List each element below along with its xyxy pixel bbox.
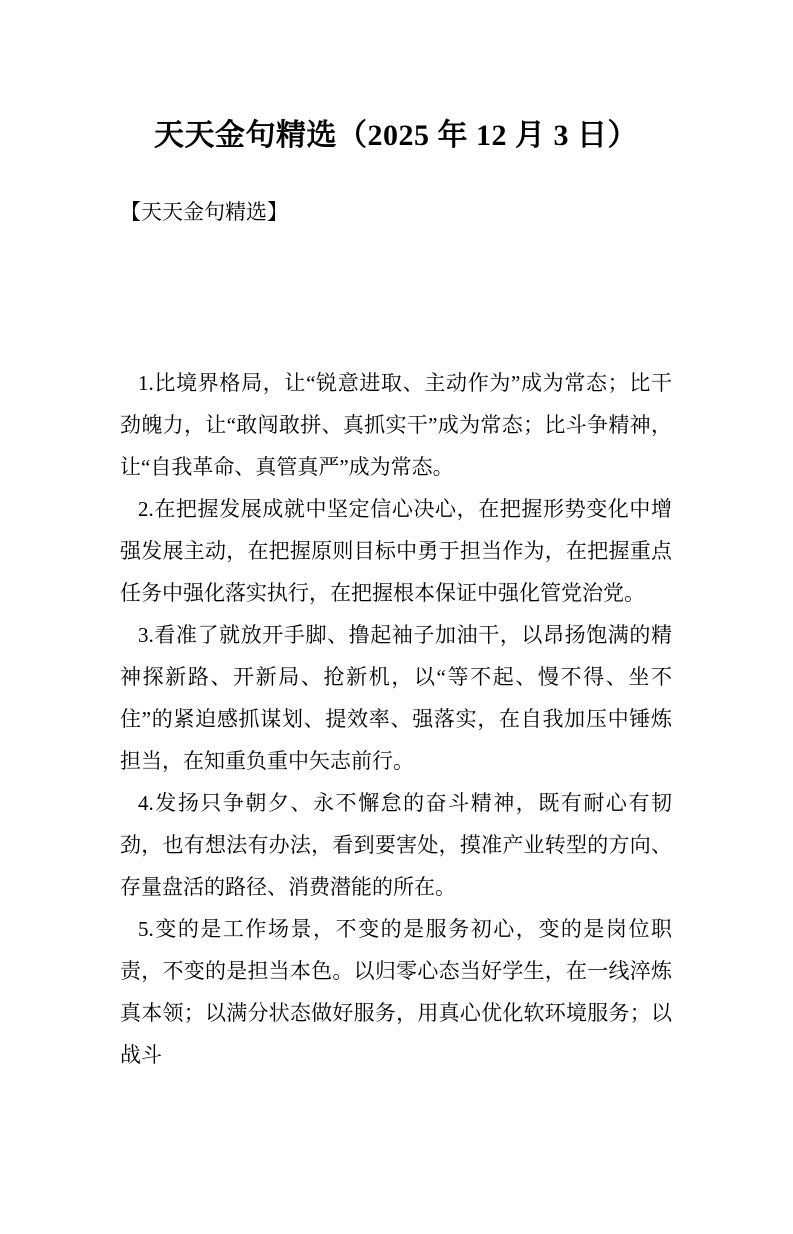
document-body [120, 362, 672, 1076]
paragraph-1: 1.比境界格局，让“锐意进取、主动作为”成为常态；比干劲魄力，让“敢闯敢拼、真抓实干”成为常态；比斗争精神，让“自我革命、真管真严”成为常态。 [120, 371, 672, 479]
document-page [0, 112, 793, 1234]
section-tag: 【天天金句精选】 [120, 200, 288, 224]
paragraph-3: 3.看准了就放开手脚、撸起袖子加油干，以昂扬饱满的精神探新路、开新局、抢新机，以“等不起、慢不得、坐不住”的紧迫感抓谋划、提效率、强落实，在自我加压中锤炼担当，在知重负重中矢志前行。 [120, 623, 672, 773]
paragraph-5: 5.变的是工作场景，不变的是服务初心，变的是岗位职责，不变的是担当本色。以归零心态当好学生，在一线淬炼真本领；以满分状态做好服务，用真心优化软环境服务；以战斗 [120, 917, 672, 1067]
paragraph-2: 2.在把握发展成就中坚定信心决心，在把握形势变化中增强发展主动，在把握原则目标中勇于担当作为，在把握重点任务中强化落实执行，在把握根本保证中强化管党治党。 [120, 497, 672, 605]
paragraph-4: 4.发扬只争朝夕、永不懈怠的奋斗精神，既有耐心有韧劲，也有想法有办法，看到要害处，摸准产业转型的方向、存量盘活的路径、消费潜能的所在。 [120, 791, 672, 899]
document-title: 天天金句精选（2025 年 12 月 3 日） [154, 119, 638, 152]
